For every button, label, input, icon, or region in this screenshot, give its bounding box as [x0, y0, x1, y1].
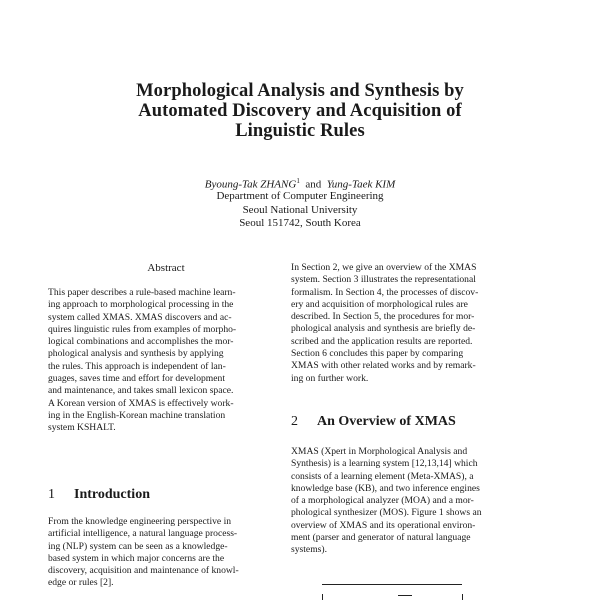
affiliation-line: Seoul 151742, South Korea [239, 217, 361, 229]
text-line: phological analysis and synthesis are briefly de- [291, 323, 476, 335]
abstract-body [48, 287, 280, 435]
text-line: ing (NLP) system can be seen as a knowledge- [48, 540, 228, 552]
text-line: phological analysis and synthesis by applying [48, 348, 224, 360]
section-title: An Overview of XMAS [317, 414, 456, 429]
figure-frame-left [322, 594, 323, 600]
title-line: Automated Discovery and Acquisition of [138, 101, 462, 121]
text-line: Section 6 concludes this paper by comparing [291, 348, 464, 360]
text-line: logical combinations and accomplishes the mor- [48, 336, 234, 348]
text-line: quires linguistic rules from examples of morpho- [48, 323, 237, 335]
title-line: Linguistic Rules [235, 121, 365, 141]
text-line: scribed and the application results are reported. [291, 335, 473, 347]
text-line: overview of XMAS and its operational environ- [291, 519, 476, 531]
text-line: system KSHALT. [48, 422, 116, 434]
introduction-body [48, 516, 280, 590]
footnote-marker: 1 [296, 177, 300, 185]
affiliation-line: Seoul National University [242, 203, 358, 216]
text-line: XMAS with other related works and by remark- [291, 360, 476, 372]
text-line: and maintenance, and takes small lexicon space. [48, 385, 234, 397]
text-line: From the knowledge engineering perspective in [48, 516, 232, 527]
text-line: phological synthesizer (MOS). Figure 1 shows an [291, 507, 482, 519]
text-line: the rules. This approach is independent of lan- [48, 360, 226, 372]
text-line: guages, saves time and effort for development [48, 373, 225, 385]
paper-title [60, 81, 540, 141]
section-heading-introduction [48, 487, 150, 503]
figure-mark [398, 595, 412, 596]
text-line: A Korean version of XMAS is effectively work- [48, 397, 234, 409]
text-line: system. Section 3 illustrates the representational [291, 274, 476, 286]
text-line: ery and acquisition of morphological rules are [291, 298, 468, 310]
text-line: ing approach to morphological processing in the [48, 299, 234, 311]
title-line: Morphological Analysis and Synthesis by [136, 81, 464, 101]
text-line: This paper describes a rule-based machine learn- [48, 287, 236, 298]
overview-body [291, 446, 527, 557]
text-line: systems). [291, 544, 327, 556]
text-line: described. In Section 5, the procedures for mor- [291, 311, 475, 323]
text-line: based system in which major concerns are the [48, 552, 225, 564]
author-name: Byoung-Tak ZHANG [204, 178, 297, 191]
text-line: discovery, acquisition and maintenance of knowl- [48, 565, 239, 577]
text-line: system called XMAS. XMAS discovers and ac- [48, 311, 232, 323]
section-overview-paragraph [291, 262, 527, 385]
text-line: ing in the English-Korean machine translation [48, 409, 226, 421]
figure-frame-top [322, 584, 462, 585]
text-line: XMAS (Xpert in Morphological Analysis and [291, 446, 468, 457]
author-conjunction: and [305, 178, 322, 191]
text-line: formalism. In Section 4, the processes of discov- [291, 286, 479, 298]
text-line: In Section 2, we give an overview of the XMAS [291, 262, 477, 273]
section-number: 1 [48, 487, 55, 502]
author-name: Yung-Taek KIM [326, 178, 396, 191]
text-line: artificial intelligence, a natural language process- [48, 528, 238, 540]
figure-frame-right [462, 594, 463, 600]
text-line: of a morphological analyzer (MOA) and a mor- [291, 495, 474, 507]
section-number: 2 [291, 414, 298, 429]
text-line: ing on further work. [291, 372, 369, 384]
section-title: Introduction [74, 487, 150, 502]
affiliation-line: Department of Computer Engineering [216, 190, 384, 202]
text-line: Synthesis) is a learning system [12,13,14] which [291, 458, 478, 470]
text-line: ment (parser and generator of natural language [291, 532, 471, 544]
section-heading-overview [291, 414, 456, 430]
abstract-heading: Abstract [147, 262, 185, 274]
affiliation [60, 190, 540, 231]
text-line: knowledge base (KB), and two inference engines [291, 482, 480, 494]
text-line: edge or rules [2]. [48, 577, 114, 589]
text-line: consists of a learning element (Meta-XMAS), a [291, 470, 474, 482]
